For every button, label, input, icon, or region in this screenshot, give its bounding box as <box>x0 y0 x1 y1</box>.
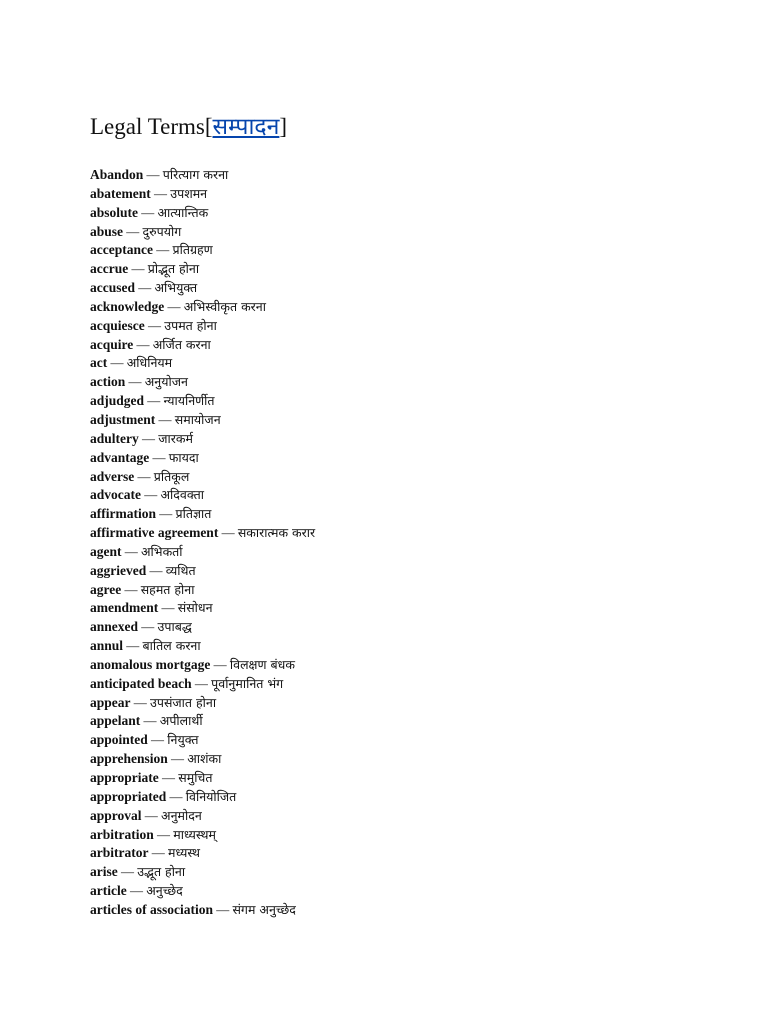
term-english: appropriated <box>90 788 167 804</box>
term-hindi: विलक्षण बंधक <box>229 656 295 672</box>
term-separator: — <box>155 411 175 427</box>
term-english: acceptance <box>90 242 153 258</box>
term-hindi: प्रतिग्रहण <box>172 242 213 258</box>
term-hindi: माध्यस्थम् <box>173 826 216 842</box>
edit-link[interactable]: सम्पादन <box>212 114 280 139</box>
term-english: annexed <box>90 619 139 635</box>
term-row <box>90 204 730 223</box>
term-row <box>90 656 730 675</box>
term-row <box>90 637 730 656</box>
term-separator: — <box>134 468 154 484</box>
term-english: affirmation <box>90 506 156 522</box>
term-english: amendment <box>90 600 159 616</box>
term-english: appointed <box>90 732 148 748</box>
term-hindi: व्यथित <box>165 562 196 578</box>
term-hindi: फायदा <box>168 449 199 465</box>
term-separator: — <box>146 562 166 578</box>
term-row <box>90 581 730 600</box>
term-separator: — <box>121 581 141 597</box>
term-row <box>90 788 730 807</box>
term-english: abatement <box>90 185 151 201</box>
term-row <box>90 430 730 449</box>
term-separator: — <box>191 675 212 691</box>
term-hindi: प्रोद्भूत होना <box>147 261 200 277</box>
term-english: articles of association <box>90 901 213 917</box>
term-hindi: बातिल करना <box>142 638 201 654</box>
term-row <box>90 486 730 505</box>
term-english: approval <box>90 807 142 823</box>
term-english: appear <box>90 694 131 710</box>
term-hindi: दुरुपयोग <box>142 223 182 239</box>
term-row <box>90 298 730 317</box>
term-row <box>90 392 730 411</box>
terms-list <box>90 166 730 920</box>
term-row <box>90 166 730 185</box>
term-row <box>90 882 730 901</box>
term-separator: — <box>138 619 158 635</box>
term-english: act <box>90 355 108 371</box>
term-english: acknowledge <box>90 298 165 314</box>
term-separator: — <box>107 355 127 371</box>
term-separator: — <box>140 713 160 729</box>
term-separator: — <box>123 638 143 654</box>
document-page <box>90 112 730 920</box>
term-hindi: विनियोजित <box>185 788 237 804</box>
term-hindi: सकारात्मक करार <box>237 525 316 541</box>
term-hindi: अनुमोदन <box>161 807 202 823</box>
term-separator: — <box>158 770 179 785</box>
term-row <box>90 411 730 430</box>
term-separator: — <box>152 242 173 258</box>
term-row <box>90 694 730 713</box>
term-english: arise <box>90 864 118 880</box>
term-separator: — <box>218 525 238 541</box>
term-english: accrue <box>90 261 129 277</box>
term-hindi: प्रतिज्ञात <box>175 506 212 522</box>
term-row <box>90 260 730 279</box>
term-english: arbitration <box>90 826 154 842</box>
term-english: action <box>90 374 126 390</box>
term-separator: — <box>167 751 188 767</box>
term-separator: — <box>138 204 158 220</box>
term-hindi: उपमत होना <box>164 317 217 333</box>
term-english: appropriate <box>90 770 159 785</box>
term-row <box>90 336 730 355</box>
term-row <box>90 618 730 637</box>
term-english: advocate <box>90 487 141 503</box>
term-separator: — <box>210 656 230 672</box>
term-hindi: समायोजन <box>174 411 221 427</box>
term-separator: — <box>212 901 233 917</box>
term-row <box>90 599 730 618</box>
term-row <box>90 675 730 694</box>
term-row <box>90 750 730 769</box>
term-hindi: प्रतिकूल <box>153 468 190 484</box>
term-separator: — <box>150 185 171 201</box>
term-hindi: अदिवक्ता <box>160 487 204 503</box>
term-separator: — <box>121 543 141 559</box>
term-separator: — <box>164 298 184 314</box>
term-row <box>90 354 730 373</box>
term-row <box>90 844 730 863</box>
term-row <box>90 769 730 788</box>
term-english: anomalous mortgage <box>90 656 211 672</box>
term-row <box>90 279 730 298</box>
term-row <box>90 317 730 336</box>
term-hindi: संसोधन <box>177 600 213 616</box>
term-hindi: अनुयोजन <box>144 374 188 390</box>
section-heading <box>90 112 730 142</box>
term-separator: — <box>148 845 168 861</box>
term-hindi: जारकर्म <box>158 430 193 446</box>
term-english: arbitrator <box>90 845 149 861</box>
term-english: appelant <box>90 713 141 729</box>
term-separator: — <box>141 487 161 503</box>
term-hindi: समुचित <box>178 770 213 785</box>
term-separator: — <box>125 374 145 390</box>
term-row <box>90 373 730 392</box>
term-row <box>90 468 730 487</box>
term-english: affirmative agreement <box>90 525 219 541</box>
term-row <box>90 562 730 581</box>
term-hindi: सहमत होना <box>140 581 195 597</box>
term-hindi: परित्याग करना <box>162 167 229 182</box>
term-row <box>90 807 730 826</box>
term-english: abuse <box>90 223 124 239</box>
term-english: advantage <box>90 449 150 465</box>
term-hindi: संगम अनुच्छेद <box>232 901 296 917</box>
bracket-open: [ <box>204 114 213 139</box>
term-hindi: मध्यस्थ <box>167 845 201 861</box>
term-hindi: न्यायनिर्णीत <box>163 393 215 409</box>
term-separator: — <box>153 826 174 842</box>
term-row <box>90 241 730 260</box>
term-row <box>90 731 730 750</box>
term-separator: — <box>130 694 150 710</box>
term-row <box>90 826 730 845</box>
term-english: absolute <box>90 204 139 220</box>
section-title: Legal Terms <box>90 114 205 139</box>
term-row <box>90 505 730 524</box>
term-hindi: अधिनियम <box>126 355 173 371</box>
term-english: annul <box>90 638 124 654</box>
term-separator: — <box>135 280 155 296</box>
term-english: Abandon <box>90 167 144 182</box>
term-english: article <box>90 883 127 899</box>
term-row <box>90 449 730 468</box>
term-hindi: उपसंजात होना <box>150 694 217 710</box>
term-separator: — <box>141 807 162 823</box>
term-separator: — <box>158 600 178 616</box>
term-english: apprehension <box>90 751 168 767</box>
term-separator: — <box>138 430 159 446</box>
term-hindi: आत्यान्तिक <box>157 204 209 220</box>
term-hindi: अनुच्छेद <box>146 883 183 899</box>
term-hindi: अभिकर्ता <box>141 543 183 559</box>
term-english: agree <box>90 581 122 597</box>
term-separator: — <box>128 261 148 277</box>
term-separator: — <box>155 506 176 522</box>
term-english: accused <box>90 280 135 296</box>
term-hindi: उपाबद्ध <box>157 619 192 635</box>
term-hindi: उद्भूत होना <box>137 864 186 880</box>
term-english: adjustment <box>90 411 156 427</box>
term-hindi: पूर्वानुमानित भंग <box>211 675 284 691</box>
term-separator: — <box>123 223 143 239</box>
term-english: adverse <box>90 468 135 484</box>
term-row <box>90 524 730 543</box>
term-separator: — <box>117 864 138 880</box>
term-hindi: अपीलार्थी <box>159 713 203 729</box>
term-separator: — <box>133 336 153 352</box>
term-row <box>90 863 730 882</box>
term-row <box>90 901 730 920</box>
term-english: agent <box>90 543 122 559</box>
term-separator: — <box>144 393 164 409</box>
term-hindi: अभिस्वीकृत करना <box>183 298 266 314</box>
bracket-close: ] <box>279 114 288 139</box>
term-separator: — <box>144 317 165 333</box>
term-hindi: उपशमन <box>170 185 208 201</box>
term-hindi: आशंका <box>187 751 222 767</box>
term-english: adultery <box>90 430 139 446</box>
term-row <box>90 223 730 242</box>
term-row <box>90 543 730 562</box>
term-row <box>90 185 730 204</box>
term-english: acquiesce <box>90 317 145 333</box>
term-hindi: अभियुक्त <box>154 280 198 296</box>
term-hindi: अर्जित करना <box>152 336 211 352</box>
term-english: adjudged <box>90 393 145 409</box>
term-row <box>90 712 730 731</box>
term-separator: — <box>166 788 186 804</box>
term-separator: — <box>143 167 163 182</box>
term-english: anticipated beach <box>90 675 192 691</box>
term-separator: — <box>149 449 169 465</box>
term-english: acquire <box>90 336 134 352</box>
term-separator: — <box>147 732 168 748</box>
term-hindi: नियुक्त <box>167 732 199 748</box>
term-separator: — <box>126 883 147 899</box>
term-english: aggrieved <box>90 562 147 578</box>
